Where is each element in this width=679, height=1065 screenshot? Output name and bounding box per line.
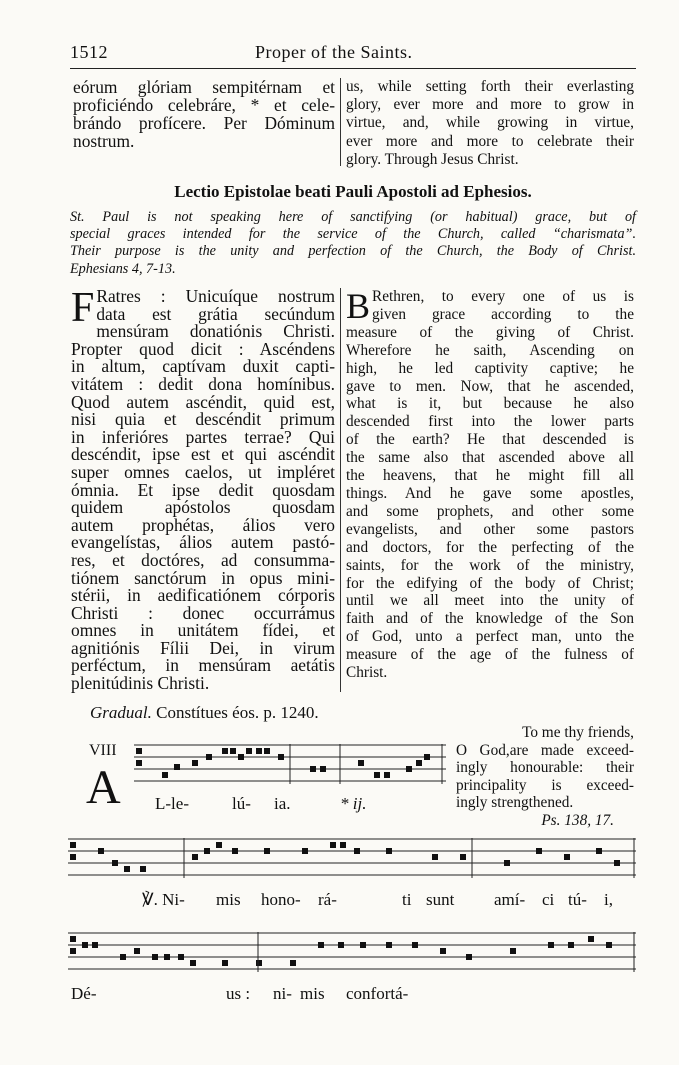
lesson-latin-line: mensúram donatiónis Christi. <box>96 321 335 342</box>
lesson-latin-line: agnitiónis Fílii Dei, in virum <box>71 637 335 658</box>
note-line: Their purpose is the unity and perfection of the Church, the Body of Christ. <box>70 243 636 260</box>
lesson-latin-line: nisi quia et descéndit primum <box>71 409 335 430</box>
lyric-syllable: hono- <box>261 890 301 909</box>
drop-cap-f: F <box>71 285 95 331</box>
lesson-english-line: Wherefore he saith, Ascending on <box>346 341 634 359</box>
lyric-syllable: i, <box>604 890 613 909</box>
lesson-latin-line: Quod autem ascéndit, quid est, <box>71 391 335 412</box>
lyric-syllable: lú- <box>232 794 251 813</box>
lesson-english-line: evangelists, and other some pastors <box>346 520 634 538</box>
chant-staff-2 <box>68 834 636 884</box>
lesson-latin-line: vitátem : dedit dona homínibus. <box>71 373 335 394</box>
collect-english-line: us, while setting forth their everlasting <box>346 78 634 95</box>
lesson-english-line: measure of the age of the fulness of <box>346 646 634 664</box>
lesson-english-line: until we all meet into the unity of <box>346 592 634 610</box>
psalm-citation: Ps. 138, 17. <box>541 811 614 829</box>
lyric-syllable: confortá- <box>346 984 409 1003</box>
translation-line: O God,are made exceed- <box>456 741 634 759</box>
lyric-syllable: ℣. Ni- <box>142 890 185 909</box>
collect-latin-line: proficiéndo celebráre, * et cele- <box>73 95 335 116</box>
collect-english <box>346 78 634 169</box>
lesson-latin-line: ómnia. Et ipse dedit quosdam <box>71 479 335 500</box>
lesson-latin-line: res, et doctóres, ad consumma- <box>71 549 335 570</box>
collect-english-line: glory. Through Jesus Christ. <box>346 150 519 168</box>
lesson-english-line: things. And he gave some apostles, <box>346 484 634 502</box>
lesson-latin-line: omnes in unitátem fídei, et <box>71 620 335 641</box>
translation-line: principality is exceed- <box>456 776 634 794</box>
lesson-english-line: high, he led captivity captive; he <box>346 359 634 377</box>
lesson-latin-line: evangelístas, álios autem pastó- <box>71 532 335 553</box>
lesson-latin-line: in altum, captívam duxit capti- <box>71 356 335 377</box>
collect-latin-line: eórum glóriam sempitérnam et <box>73 77 335 97</box>
lyric-syllable: rá- <box>318 890 337 909</box>
lyric-syllable: * ij. <box>340 794 367 813</box>
lyric-syllable: sunt <box>426 890 455 909</box>
collect-latin <box>73 78 335 150</box>
lesson-latin-line: Ratres : Unicuíque nostrum <box>96 286 335 306</box>
lesson-english-line: Rethren, to every one of us is <box>372 288 634 305</box>
lesson-heading: Lectio Epistolae beati Pauli Apostoli ad Ephesios. <box>174 182 532 201</box>
initial-a: A <box>86 761 121 814</box>
gradual-translation <box>456 724 634 830</box>
gradual-reference <box>90 703 319 723</box>
chant-staff-3 <box>68 928 636 978</box>
lesson-english-line: gave to men. Now, that he ascended, <box>346 377 634 395</box>
lesson-english-line: and doctors, for the perfecting of the <box>346 538 634 556</box>
lyric-syllable: tú- <box>568 890 587 909</box>
lesson-latin-line: tiónem sanctórum in opus mini- <box>71 567 335 588</box>
lesson-latin-line: stérii, in aedificatiónem córporis <box>71 585 335 606</box>
lyric-syllable: us : <box>226 984 251 1003</box>
lyric-syllable: amí- <box>494 890 526 909</box>
lyric-syllable: ti <box>402 890 412 909</box>
lesson-english-line: faith and of the knowledge of the Son <box>346 610 634 628</box>
lyric-syllable: ni- <box>273 984 292 1003</box>
note-line: special graces intended for the service of the Church, called “charismata”. <box>70 226 636 243</box>
collect-english-line: virtue, and, while growing in virtue, <box>346 114 634 132</box>
column-divider <box>340 78 341 166</box>
lesson-english-line: descended first into the lower parts <box>346 413 634 431</box>
lesson-english-line: the same also that ascended above all <box>346 449 634 467</box>
lesson-english <box>346 288 634 682</box>
lesson-english-line: given grace according to the <box>372 305 634 323</box>
lyric-syllable: Dé- <box>71 984 97 1003</box>
note-line: Ephesians 4, 7-13. <box>70 260 176 277</box>
lesson-english-line: for the edifying of the body of Christ; <box>346 574 634 592</box>
collect-english-line: ever more and more to celebrate their <box>346 132 634 150</box>
drop-cap-b: B <box>346 286 371 326</box>
lesson-note <box>70 209 636 278</box>
translation-line: ingly honourable: their <box>456 759 634 777</box>
lesson-english-line: of the earth? He that descended is <box>346 431 634 449</box>
running-title: Proper of the Saints. <box>255 42 413 62</box>
lesson-english-line: Christ. <box>346 664 388 682</box>
lesson-english-line: the heavens, that he might fill all <box>346 467 634 485</box>
lesson-latin-line: autem prophétas, álios vero <box>71 514 335 535</box>
header-rule <box>70 68 636 69</box>
lesson-english-line: saints, for the work of the ministry, <box>346 556 634 574</box>
mode-number: VIII <box>89 742 117 759</box>
lesson-latin-line: super omnes caelos, ut impléret <box>71 461 335 482</box>
lesson-english-line: of God, unto a perfect man, unto the <box>346 628 634 646</box>
lesson-latin-line: quidem apóstolos quosdam <box>71 497 335 518</box>
lyric-syllable: L-le- <box>155 794 189 813</box>
lesson-latin-line: Christi : donec occurrámus <box>71 602 335 623</box>
collect-latin-line: nostrum. <box>73 131 135 152</box>
collect-latin-line: brándo profícere. Per Dóminum <box>73 113 335 134</box>
collect-english-line: glory, ever more and more to grow in <box>346 96 634 114</box>
lyric-syllable: ia. <box>274 794 291 813</box>
page-number: 1512 <box>70 42 108 62</box>
chant-staff-1 <box>134 740 446 790</box>
lyric-syllable: ci <box>542 890 555 909</box>
translation-line: ingly strengthened. <box>456 794 574 812</box>
lesson-latin-line: perféctum, in mensúram aetátis <box>71 655 335 676</box>
lesson-latin <box>71 285 335 694</box>
lesson-latin-line: Propter quod dicit : Ascéndens <box>71 338 335 359</box>
gradual-text: Constítues éos. p. 1240. <box>156 703 319 722</box>
lesson-english-line: and some prophets, and other some <box>346 502 634 520</box>
column-divider <box>340 288 341 692</box>
lesson-english-line: what is it, but because he also <box>346 395 634 413</box>
lyric-syllable: mis <box>300 984 325 1003</box>
lesson-latin-line: plenitúdinis Christi. <box>71 673 210 694</box>
lyric-syllable: mis <box>216 890 241 909</box>
lesson-latin-line: descéndit, ipse est et qui ascéndit <box>71 444 335 465</box>
lesson-latin-line: in inferióres partes terrae? Qui <box>71 426 335 447</box>
gradual-label: Gradual. <box>90 703 152 722</box>
lesson-latin-line: data est grátia secúndum <box>96 303 335 324</box>
lesson-english-line: measure of the giving of Christ. <box>346 323 634 341</box>
translation-line: To me thy friends, <box>522 724 634 741</box>
note-line: St. Paul is not speaking here of sanctifying (or habitual) grace, but of <box>70 209 636 225</box>
